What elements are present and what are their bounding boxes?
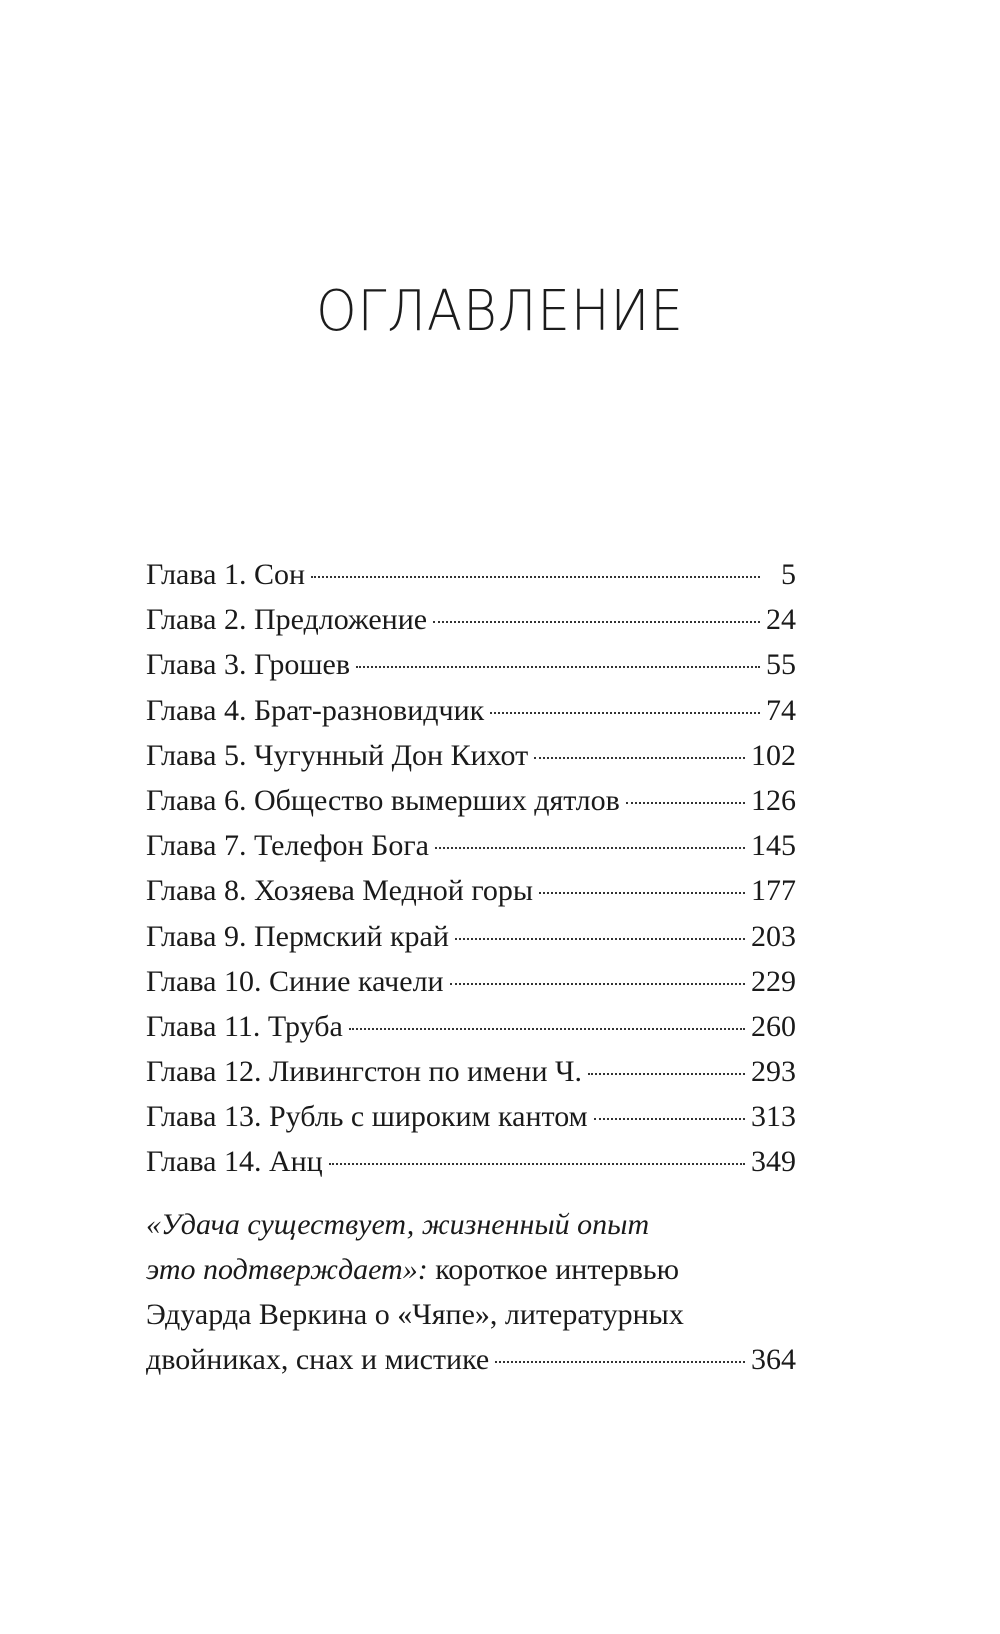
toc-entry-label: Глава 1. Сон <box>146 558 306 591</box>
toc-entry-page: 177 <box>751 874 796 908</box>
toc-entry-page: 229 <box>751 964 796 998</box>
toc-entry-label: Глава 5. Чугунный Дон Кихот <box>146 738 529 772</box>
toc-entry-label: Глава 2. Предложение <box>146 603 428 637</box>
toc-entry[interactable] <box>146 959 796 1004</box>
page-title: ОГЛАВЛЕНИЕ <box>316 279 684 344</box>
interview-line-3: Эдуарда Веркина о «Чяпе», литературных <box>146 1298 684 1331</box>
toc-entry-page: 349 <box>751 1145 796 1179</box>
dot-leader <box>588 1073 745 1075</box>
toc-entry-label: Глава 3. Грошев <box>146 648 350 682</box>
toc-entry-label: Глава 13. Рубль с широким кантом <box>146 1100 588 1134</box>
toc-entry-label: Глава 4. Брат-разновидчик <box>146 693 485 727</box>
toc-entry-page: 102 <box>751 738 796 772</box>
toc-entry[interactable] <box>146 1139 796 1184</box>
dot-leader <box>626 802 745 804</box>
interview-quote-part1: «Удача существует, жизненный опыт <box>146 1208 650 1241</box>
toc-entry-label: Глава 6. Общество вымерших дятлов <box>146 783 620 817</box>
toc-entry-label: Глава 10. Синие качели <box>146 964 444 998</box>
toc-entry-label: Глава 12. Ливингстон по имени Ч. <box>146 1055 583 1089</box>
interview-line-2 <box>146 1247 796 1292</box>
dot-leader <box>435 847 745 849</box>
toc-entry[interactable] <box>146 823 796 868</box>
interview-line-4 <box>146 1337 796 1382</box>
toc-entry[interactable] <box>146 642 796 687</box>
toc-entry-label: Глава 14. Анц <box>146 1145 323 1179</box>
dot-leader <box>490 712 760 714</box>
toc-entry-page: 260 <box>751 1009 796 1043</box>
interview-page: 364 <box>751 1343 796 1376</box>
toc-entry-page: 145 <box>751 829 796 863</box>
toc-entry[interactable] <box>146 914 796 959</box>
toc-entry-page: 55 <box>766 648 796 682</box>
toc-entry-label: Глава 11. Труба <box>146 1009 343 1043</box>
toc-entry[interactable] <box>146 1004 796 1049</box>
toc-entry[interactable] <box>146 733 796 778</box>
dot-leader <box>433 621 760 623</box>
dot-leader <box>311 576 760 578</box>
toc-entry[interactable] <box>146 688 796 733</box>
dot-leader <box>455 938 745 940</box>
toc-entry-interview[interactable] <box>146 1202 796 1382</box>
dot-leader <box>495 1361 745 1363</box>
dot-leader <box>356 666 760 668</box>
toc-entry-page: 203 <box>751 919 796 953</box>
toc-entry[interactable] <box>146 1049 796 1094</box>
toc-entry-page: 293 <box>751 1055 796 1089</box>
toc-entry[interactable] <box>146 778 796 823</box>
dot-leader <box>450 983 745 985</box>
interview-line4-text: двойниках, снах и мистике <box>146 1343 490 1376</box>
dot-leader <box>539 892 745 894</box>
interview-line-1 <box>146 1202 796 1247</box>
toc-entry-page: 313 <box>751 1100 796 1134</box>
toc-entry-page: 24 <box>766 603 796 637</box>
table-of-contents <box>146 552 796 1185</box>
toc-entry-label: Глава 9. Пермский край <box>146 919 449 953</box>
toc-entry-label: Глава 7. Телефон Бога <box>146 829 429 863</box>
interview-line2-rest: короткое интервью <box>427 1253 679 1286</box>
dot-leader <box>534 757 745 759</box>
toc-entry-label: Глава 8. Хозяева Медной горы <box>146 874 534 908</box>
toc-entry[interactable] <box>146 552 796 597</box>
toc-entry-page: 126 <box>751 783 796 817</box>
dot-leader <box>329 1163 745 1165</box>
interview-quote-part2: это подтверждает»: <box>146 1253 428 1286</box>
toc-entry[interactable] <box>146 597 796 642</box>
dot-leader <box>594 1118 745 1120</box>
dot-leader <box>349 1028 745 1030</box>
toc-entry[interactable] <box>146 1094 796 1139</box>
toc-entry-page: 5 <box>781 558 796 591</box>
toc-entry-page: 74 <box>766 693 796 727</box>
toc-entry[interactable] <box>146 868 796 913</box>
